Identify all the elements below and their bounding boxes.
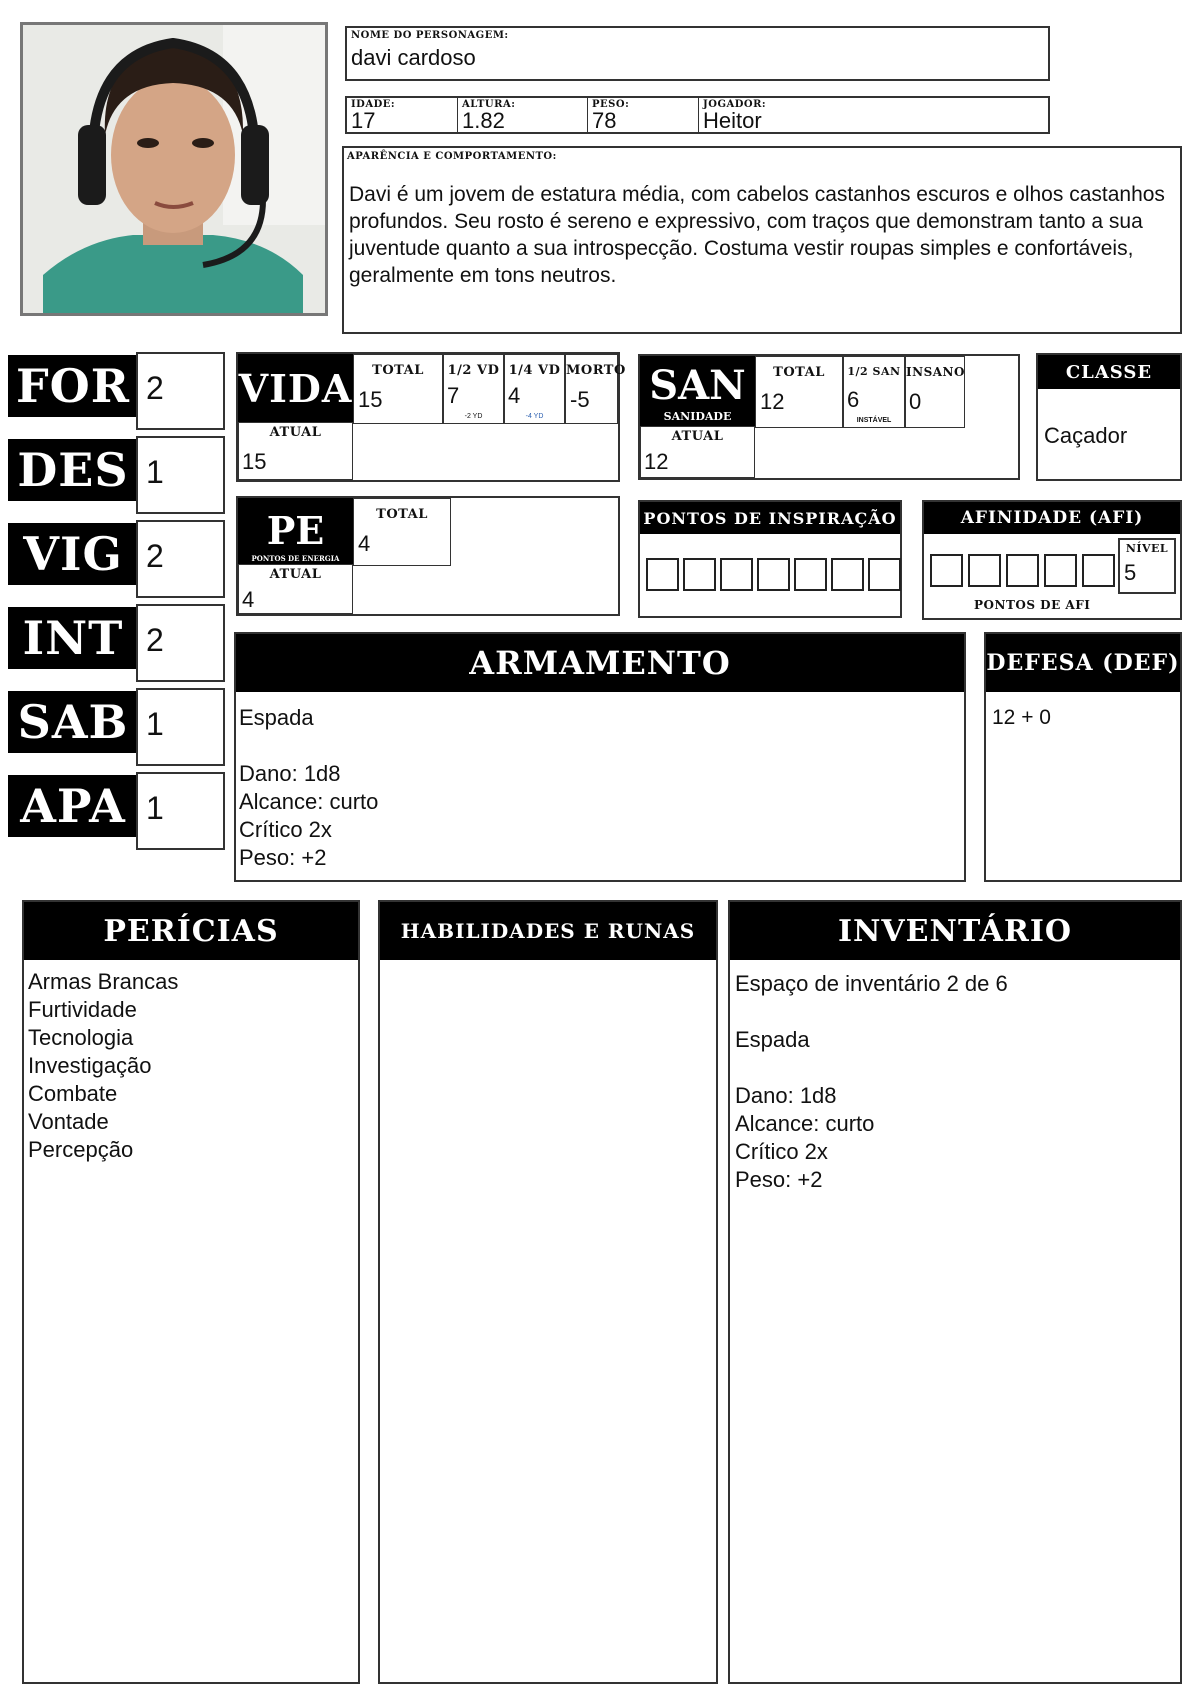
pericia-item: Tecnologia bbox=[28, 1025, 134, 1050]
vida-total-value: 15 bbox=[358, 387, 383, 412]
attribute-des bbox=[8, 436, 225, 514]
attribute-value: 1 bbox=[146, 706, 164, 742]
san-total-label: TOTAL bbox=[773, 365, 825, 380]
vida-half-field[interactable] bbox=[443, 354, 504, 424]
vida-title: VIDA bbox=[238, 354, 353, 422]
attribute-label: APA bbox=[8, 775, 138, 837]
san-insane-field[interactable] bbox=[905, 356, 965, 428]
san-current-field[interactable] bbox=[640, 426, 755, 478]
attribute-apa bbox=[8, 772, 225, 850]
player-value: Heitor bbox=[703, 108, 762, 133]
pe-current-value: 4 bbox=[242, 587, 255, 612]
vida-dead-field[interactable] bbox=[565, 354, 626, 424]
afi-checkbox[interactable] bbox=[968, 554, 1001, 587]
san-insane-value: 0 bbox=[909, 389, 922, 414]
san-half-sub: INSTÁVEL bbox=[856, 417, 892, 424]
san-subtitle: SANIDADE bbox=[663, 410, 732, 423]
inspiration-checkbox[interactable] bbox=[646, 558, 679, 591]
inspiration-checkbox[interactable] bbox=[757, 558, 790, 591]
pe-total-label: TOTAL bbox=[376, 507, 428, 522]
san-insane-label: INSANO bbox=[906, 365, 965, 379]
character-name-value: davi cardoso bbox=[351, 45, 476, 70]
portrait-image bbox=[23, 25, 325, 313]
age-label: IDADE: bbox=[351, 99, 396, 110]
vida-quarter-sub: -4 YD bbox=[525, 413, 544, 420]
character-name-field[interactable] bbox=[345, 26, 1050, 81]
attribute-value: 1 bbox=[146, 790, 164, 826]
height-label: ALTURA: bbox=[462, 99, 516, 110]
vida-total-label: TOTAL bbox=[372, 363, 424, 378]
character-stats-row bbox=[345, 96, 1050, 134]
pe-current-field[interactable] bbox=[238, 564, 353, 614]
san-total-field[interactable] bbox=[755, 356, 843, 428]
pericias-list bbox=[28, 968, 178, 1164]
pe-total-field[interactable] bbox=[353, 498, 451, 566]
height-field[interactable] bbox=[458, 98, 588, 132]
attribute-label: INT bbox=[8, 607, 138, 669]
pe-title-block bbox=[238, 498, 353, 566]
inspiration-checkbox[interactable] bbox=[868, 558, 901, 591]
vida-quarter-field[interactable] bbox=[504, 354, 565, 424]
pe-panel bbox=[236, 496, 620, 616]
pe-current-label: ATUAL bbox=[269, 567, 322, 582]
pericias-title: PERÍCIAS bbox=[24, 902, 358, 960]
attribute-value: 2 bbox=[146, 538, 164, 574]
vida-total-field[interactable] bbox=[353, 354, 443, 424]
san-total-value: 12 bbox=[760, 389, 785, 414]
pe-subtitle: PONTOS DE ENERGIA bbox=[251, 554, 340, 563]
pe-total-value: 4 bbox=[358, 531, 371, 556]
weight-field[interactable] bbox=[588, 98, 699, 132]
san-half-value: 6 bbox=[847, 387, 860, 412]
appearance-text: Davi é um jovem de estatura média, com cabelos castanhos escuros e olhos castanhos profundos. Seu rosto é sereno e expressivo, com traços que demonstram tanto a sua juventude quanto a sua introspecção. Costuma vestir roupas simples e confortáveis, geralmente em tons neutros. bbox=[349, 183, 1165, 287]
afinidade-title: AFINIDADE (AFI) bbox=[924, 502, 1180, 534]
pericia-item: Vontade bbox=[28, 1109, 109, 1134]
inspiration-checkbox[interactable] bbox=[794, 558, 827, 591]
inventario-title: INVENTÁRIO bbox=[730, 902, 1180, 960]
attribute-label: SAB bbox=[8, 691, 138, 753]
pericia-item: Furtividade bbox=[28, 997, 137, 1022]
pericias-panel[interactable] bbox=[22, 900, 360, 1684]
vida-half-sub: -2 YD bbox=[464, 413, 483, 420]
san-current-label: ATUAL bbox=[671, 429, 724, 444]
appearance-label: APARÊNCIA E COMPORTAMENTO: bbox=[347, 151, 557, 162]
san-title-block bbox=[640, 356, 755, 426]
armamento-text: Espada Dano: 1d8 Alcance: curto Crítico 2x Peso: +2 bbox=[239, 705, 379, 870]
pericia-item: Armas Brancas bbox=[28, 969, 179, 994]
afi-checkbox[interactable] bbox=[1006, 554, 1039, 587]
player-field[interactable] bbox=[699, 98, 1048, 132]
attribute-value-field[interactable] bbox=[136, 604, 225, 682]
attribute-label: DES bbox=[8, 439, 138, 501]
san-title: SAN bbox=[649, 362, 746, 409]
armamento-panel[interactable] bbox=[234, 632, 966, 882]
attribute-value-field[interactable] bbox=[136, 352, 225, 430]
vida-dead-value: -5 bbox=[570, 387, 590, 412]
attribute-vig bbox=[8, 520, 225, 598]
attribute-label: FOR bbox=[8, 355, 138, 417]
classe-panel[interactable] bbox=[1036, 353, 1182, 481]
afinidade-panel bbox=[922, 500, 1182, 620]
afi-points-label: PONTOS DE AFI bbox=[974, 598, 1091, 612]
inventario-text: Espaço de inventário 2 de 6 Espada Dano: 1d8 Alcance: curto Crítico 2x Peso: +2 bbox=[735, 971, 1008, 1192]
habilidades-title: HABILIDADES E RUNAS bbox=[380, 902, 716, 960]
defesa-title: DEFESA (DEF) bbox=[986, 634, 1180, 692]
habilidades-panel[interactable] bbox=[378, 900, 718, 1684]
player-label: JOGADOR: bbox=[703, 99, 767, 110]
pericia-item: Investigação bbox=[28, 1053, 152, 1078]
san-half-label: 1/2 SAN bbox=[847, 365, 901, 378]
inspiration-checkbox[interactable] bbox=[831, 558, 864, 591]
attribute-value-field[interactable] bbox=[136, 688, 225, 766]
inspiration-title: PONTOS DE INSPIRAÇÃO bbox=[640, 502, 900, 534]
san-current-value: 12 bbox=[644, 449, 669, 474]
classe-value: Caçador bbox=[1044, 423, 1128, 448]
armamento-title: ARMAMENTO bbox=[236, 634, 964, 692]
age-field[interactable] bbox=[347, 98, 458, 132]
attribute-value: 2 bbox=[146, 622, 164, 658]
attribute-value-field[interactable] bbox=[136, 772, 225, 850]
weight-value: 78 bbox=[592, 108, 617, 133]
afi-checkbox[interactable] bbox=[930, 554, 963, 587]
attribute-value-field[interactable] bbox=[136, 436, 225, 514]
weight-label: PESO: bbox=[592, 99, 630, 110]
inspiration-checkbox[interactable] bbox=[683, 558, 716, 591]
vida-dead-label: MORTO bbox=[566, 363, 626, 378]
attribute-int bbox=[8, 604, 225, 682]
san-panel bbox=[638, 354, 1020, 480]
inventario-panel[interactable] bbox=[728, 900, 1182, 1684]
defesa-value: 12 + 0 bbox=[992, 706, 1051, 729]
pericia-item: Percepção bbox=[28, 1137, 134, 1162]
character-portrait bbox=[20, 22, 328, 316]
classe-title: CLASSE bbox=[1038, 355, 1180, 389]
afi-level-value: 5 bbox=[1124, 560, 1137, 585]
afi-checkbox[interactable] bbox=[1082, 554, 1115, 587]
attribute-value: 2 bbox=[146, 370, 164, 406]
san-half-field[interactable] bbox=[843, 356, 905, 428]
vida-quarter-value: 4 bbox=[508, 383, 521, 408]
vida-half-value: 7 bbox=[447, 383, 460, 408]
pericia-item: Combate bbox=[28, 1081, 118, 1106]
defesa-panel[interactable] bbox=[984, 632, 1182, 882]
inspiration-panel bbox=[638, 500, 902, 618]
attribute-sab bbox=[8, 688, 225, 766]
height-value: 1.82 bbox=[462, 108, 505, 133]
attribute-value: 1 bbox=[146, 454, 164, 490]
age-value: 17 bbox=[351, 108, 376, 133]
vida-current-field[interactable] bbox=[238, 422, 353, 480]
attribute-label: VIG bbox=[8, 523, 138, 585]
vida-half-label: 1/2 VD bbox=[447, 363, 500, 378]
vida-panel bbox=[236, 352, 626, 482]
attribute-value-field[interactable] bbox=[136, 520, 225, 598]
afi-level-label: NÍVEL bbox=[1125, 542, 1169, 555]
afi-level-field[interactable] bbox=[1118, 538, 1176, 594]
inspiration-checkbox[interactable] bbox=[720, 558, 753, 591]
character-name-label: NOME DO PERSONAGEM: bbox=[351, 30, 509, 41]
vida-current-value: 15 bbox=[242, 449, 267, 474]
vida-quarter-label: 1/4 VD bbox=[508, 363, 561, 378]
appearance-field[interactable] bbox=[342, 146, 1182, 334]
vida-current-label: ATUAL bbox=[269, 425, 322, 440]
attribute-for bbox=[8, 352, 225, 430]
afi-checkbox[interactable] bbox=[1044, 554, 1077, 587]
pe-title: PE bbox=[266, 508, 325, 553]
